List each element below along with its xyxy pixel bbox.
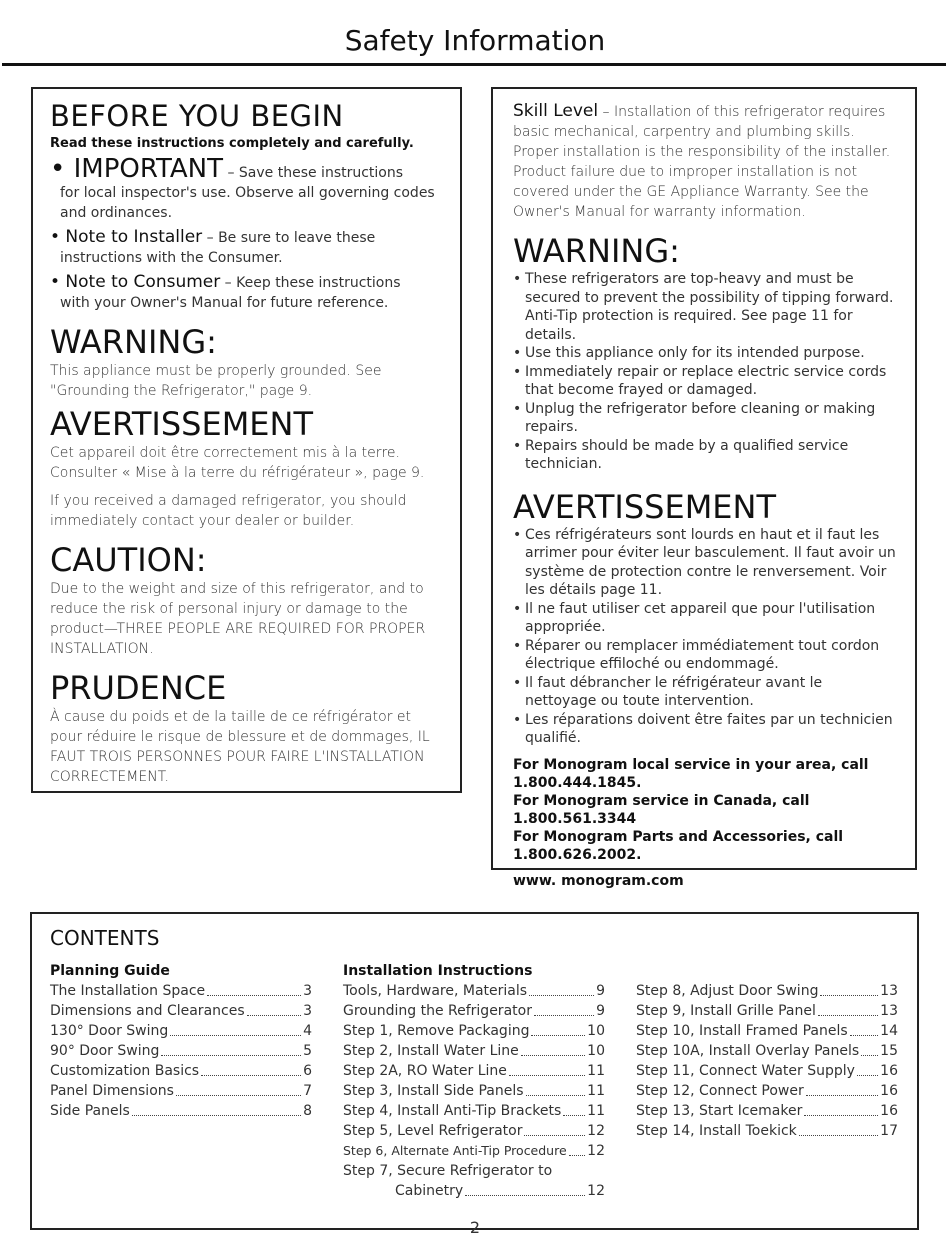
toc-entry-page: 11 xyxy=(587,1103,605,1119)
toc-leader-dots xyxy=(521,1041,585,1056)
toc-leader-dots xyxy=(857,1061,878,1076)
toc-leader-dots xyxy=(526,1081,586,1096)
toc-leader-dots xyxy=(534,1001,594,1016)
installation-instructions-column xyxy=(343,962,605,1201)
consumer-note xyxy=(50,272,444,313)
toc-leader-dots xyxy=(170,1021,301,1036)
warning-heading: WARNING: xyxy=(50,323,217,361)
toc-entry-title: Step 1, Remove Packaging xyxy=(343,1023,530,1039)
toc-entry-page: 3 xyxy=(303,983,312,999)
toc-entry-page: 16 xyxy=(880,1063,898,1079)
installer-dash: – xyxy=(202,230,219,246)
important-text-2: for local inspector's use. Observe all governing codes and ordinances. xyxy=(60,185,435,221)
important-label: • IMPORTANT xyxy=(50,154,223,184)
contact-canada-service: For Monogram service in Canada, call 1.800.561.3344 xyxy=(513,792,810,827)
toc-entry-page: 4 xyxy=(303,1023,312,1039)
toc-entry-page: 10 xyxy=(587,1043,605,1059)
avertissement-text: Cet appareil doit être correctement mis à la terre. Consulter « Mise à la terre du réfrigérateur », page 9. xyxy=(50,445,425,481)
toc-entry[interactable] xyxy=(636,1121,898,1141)
toc-leader-dots xyxy=(465,1181,585,1196)
installation-steps-column xyxy=(636,981,898,1141)
before-you-begin-heading: BEFORE YOU BEGIN xyxy=(50,99,344,133)
contact-parts-accessories: For Monogram Parts and Accessories, call 1.800.626.2002. xyxy=(513,828,844,863)
skill-level-label: Skill Level xyxy=(513,101,599,121)
contact-block xyxy=(513,756,897,890)
toc-entry[interactable] xyxy=(636,1041,898,1061)
warning-item: • Immediately repair or replace electric service cords that become frayed or damaged. xyxy=(513,363,897,400)
toc-entry[interactable] xyxy=(50,1061,312,1081)
warning-text: This appliance must be properly grounded. See "Grounding the Refrigerator," page 9. xyxy=(50,363,382,399)
avertissement-item: • Réparer ou remplacer immédiatement tout cordon électrique effiloché ou endommagé. xyxy=(513,637,897,674)
toc-entry-page: 12 xyxy=(587,1123,605,1139)
toc-entry-page: 9 xyxy=(596,1003,605,1019)
toc-leader-dots xyxy=(176,1081,301,1096)
toc-entry-title: Side Panels xyxy=(50,1103,130,1119)
contents-title: CONTENTS xyxy=(50,926,160,950)
toc-entry-page: 11 xyxy=(587,1083,605,1099)
toc-entry[interactable] xyxy=(50,1101,312,1121)
toc-entry[interactable] xyxy=(343,981,605,1001)
toc-entry-title: Customization Basics xyxy=(50,1063,200,1079)
warning-item: • These refrigerators are top-heavy and must be secured to prevent the possibility of tipping forward. Anti-Tip protection is required. See page 11 for details. xyxy=(513,270,897,344)
avertissement-item: • Il faut débrancher le réfrigérateur avant le nettoyage ou toute intervention. xyxy=(513,674,897,711)
toc-entry-title: Tools, Hardware, Materials xyxy=(343,983,528,999)
toc-entry[interactable] xyxy=(636,1081,898,1101)
toc-entry-page: 10 xyxy=(587,1023,605,1039)
prudence-text: À cause du poids et de la taille de ce réfrigérator et pour réduire le risque de blessure et de dommages, IL FAUT TROIS PERSONNES POUR FAIRE L'INSTALLATION CORRECTEMENT. xyxy=(50,709,430,785)
consumer-text-1: Keep these instructions xyxy=(236,275,401,291)
toc-entry-title: Step 9, Install Grille Panel xyxy=(636,1003,816,1019)
toc-entry-page: 3 xyxy=(303,1003,312,1019)
avertissement-item: • Les réparations doivent être faites par un technicien qualifié. xyxy=(513,711,897,748)
contents-box xyxy=(30,912,919,1230)
installer-text-1: Be sure to leave these xyxy=(218,230,376,246)
installer-text-2: instructions with the Consumer. xyxy=(60,250,283,266)
toc-entry[interactable] xyxy=(343,1101,605,1121)
caution-heading: CAUTION: xyxy=(50,541,207,579)
toc-entry[interactable] xyxy=(343,1061,605,1081)
toc-entry-title: Step 4, Install Anti-Tip Brackets xyxy=(343,1103,562,1119)
toc-entry-title: Step 8, Adjust Door Swing xyxy=(636,983,819,999)
toc-leader-dots xyxy=(161,1041,301,1056)
consumer-dash: – xyxy=(220,275,237,291)
toc-entry-page: 6 xyxy=(303,1063,312,1079)
toc-entry[interactable] xyxy=(50,1021,312,1041)
toc-leader-dots xyxy=(529,981,594,996)
toc-leader-dots xyxy=(132,1101,301,1116)
toc-entry-page: 12 xyxy=(587,1143,605,1159)
skill-level-block xyxy=(513,101,897,222)
before-you-begin-box xyxy=(31,87,462,793)
toc-leader-dots xyxy=(201,1061,301,1076)
website-link[interactable]: www. monogram.com xyxy=(513,872,684,889)
toc-entry-title: Step 14, Install Toekick xyxy=(636,1123,797,1139)
toc-leader-dots xyxy=(804,1101,878,1116)
page-number: 2 xyxy=(469,1218,481,1237)
warning-item: • Repairs should be made by a qualified service technician. xyxy=(513,437,897,474)
toc-entry[interactable] xyxy=(50,1001,312,1021)
contact-local-service: For Monogram local service in your area, call 1.800.444.1845. xyxy=(513,756,869,791)
toc-leader-dots xyxy=(861,1041,878,1056)
toc-entry[interactable] xyxy=(50,1041,312,1061)
toc-leader-dots xyxy=(524,1121,585,1136)
avertissement-heading: AVERTISSEMENT xyxy=(50,405,313,443)
toc-entry-title: 90° Door Swing xyxy=(50,1043,160,1059)
toc-entry-page: 12 xyxy=(587,1183,605,1199)
warning-item: • Unplug the refrigerator before cleaning or making repairs. xyxy=(513,400,897,437)
planning-guide-heading: Planning Guide xyxy=(50,963,170,979)
toc-entry-page: 14 xyxy=(880,1023,898,1039)
important-text-1: Save these instructions xyxy=(238,165,404,181)
toc-entry-page: 9 xyxy=(596,983,605,999)
toc-entry[interactable] xyxy=(50,1081,312,1101)
toc-entry-page: 17 xyxy=(880,1123,898,1139)
installer-note xyxy=(50,227,444,268)
avertissement-heading-right: AVERTISSEMENT xyxy=(513,487,776,526)
toc-leader-dots xyxy=(799,1121,878,1136)
toc-entry[interactable] xyxy=(343,1021,605,1041)
toc-leader-dots xyxy=(850,1021,879,1036)
caution-text: Due to the weight and size of this refrigerator, and to reduce the risk of personal injury or damage to the product—THREE PEOPLE ARE REQUIRED FOR PROPER INSTALLATION. xyxy=(50,581,426,657)
toc-entry-title: Cabinetry xyxy=(395,1183,464,1199)
title-rule xyxy=(2,63,946,66)
warning-list xyxy=(513,270,897,474)
toc-entry-title: Step 10, Install Framed Panels xyxy=(636,1023,848,1039)
prudence-heading: PRUDENCE xyxy=(50,669,227,707)
toc-entry[interactable] xyxy=(343,1141,605,1161)
consumer-label: • Note to Consumer xyxy=(50,272,221,292)
important-block xyxy=(50,154,444,223)
toc-entry-page: 11 xyxy=(587,1063,605,1079)
installer-label: • Note to Installer xyxy=(50,227,203,247)
toc-leader-dots xyxy=(806,1081,878,1096)
toc-leader-dots xyxy=(207,981,301,996)
toc-entry[interactable] xyxy=(636,1021,898,1041)
toc-leader-dots xyxy=(818,1001,878,1016)
toc-entry-page: 15 xyxy=(880,1043,898,1059)
damaged-refrigerator-text: If you received a damaged refrigerator, you should immediately contact your dealer or builder. xyxy=(50,493,407,529)
toc-entry-page: 5 xyxy=(303,1043,312,1059)
avertissement-item: • Il ne faut utiliser cet appareil que pour l'utilisation appropriée. xyxy=(513,600,897,637)
planning-guide-column xyxy=(50,962,312,1121)
toc-entry-title: Step 2A, RO Water Line xyxy=(343,1063,507,1079)
toc-entry-page: 13 xyxy=(880,983,898,999)
toc-entry-title: Step 3, Install Side Panels xyxy=(343,1083,524,1099)
toc-entry-page: 7 xyxy=(303,1083,312,1099)
toc-entry-page: 16 xyxy=(880,1083,898,1099)
toc-entry-page: 8 xyxy=(303,1103,312,1119)
toc-leader-dots xyxy=(563,1101,585,1116)
installation-instructions-heading: Installation Instructions xyxy=(343,963,533,979)
toc-entry[interactable] xyxy=(343,1001,605,1021)
toc-leader-dots xyxy=(509,1061,585,1076)
toc-entry-title: Step 5, Level Refrigerator xyxy=(343,1123,523,1139)
warning-heading-right: WARNING: xyxy=(513,232,680,270)
read-instructions-text: Read these instructions completely and carefully. xyxy=(50,136,414,151)
toc-leader-dots xyxy=(820,981,878,996)
toc-entry-page: 16 xyxy=(880,1103,898,1119)
toc-entry-title: Step 11, Connect Water Supply xyxy=(636,1063,855,1079)
toc-entry-title: 130° Door Swing xyxy=(50,1023,169,1039)
toc-entry[interactable] xyxy=(636,1001,898,1021)
page-title: Safety Information xyxy=(344,24,606,57)
toc-leader-dots xyxy=(531,1021,585,1036)
toc-entry-title: Step 10A, Install Overlay Panels xyxy=(636,1043,860,1059)
toc-entry-title: The Installation Space xyxy=(50,983,206,999)
skill-level-text: Installation of this refrigerator requires basic mechanical, carpentry and plumbing skills. Proper installation is the responsibility of the installer. Product failure due to improper installation is not covered under the GE Appliance Warranty. See the Owner's Manual for warranty information. xyxy=(513,104,891,220)
toc-entry-title: Step 13, Start Icemaker xyxy=(636,1103,803,1119)
skill-level-dash: – xyxy=(598,104,614,120)
toc-entry-title: Step 7, Secure Refrigerator to xyxy=(343,1163,553,1179)
toc-leader-dots xyxy=(247,1001,301,1016)
important-dash: – xyxy=(223,165,239,181)
toc-entry-multiline-first[interactable] xyxy=(343,1161,605,1181)
toc-entry[interactable] xyxy=(636,981,898,1001)
toc-entry-page: 13 xyxy=(880,1003,898,1019)
skill-level-box xyxy=(491,87,917,889)
toc-entry-title: Dimensions and Clearances xyxy=(50,1003,245,1019)
warning-item: • Use this appliance only for its intended purpose. xyxy=(513,344,897,363)
avertissement-item: • Ces réfrigérateurs sont lourds en haut et il faut les arrimer pour éviter leur basculement. Il faut avoir un système de protection contre le renversement. Voir les détails page 11. xyxy=(513,526,897,600)
toc-entry-title: Step 12, Connect Power xyxy=(636,1083,804,1099)
toc-entry[interactable] xyxy=(50,981,312,1001)
toc-leader-dots xyxy=(569,1141,586,1156)
toc-entry[interactable] xyxy=(636,1061,898,1081)
toc-entry-title: Step 6, Alternate Anti-Tip Procedure xyxy=(343,1143,567,1158)
toc-entry-multiline-second[interactable] xyxy=(343,1181,605,1201)
toc-entry[interactable] xyxy=(343,1081,605,1101)
toc-entry-title: Step 2, Install Water Line xyxy=(343,1043,519,1059)
avertissement-list xyxy=(513,526,897,748)
toc-entry[interactable] xyxy=(343,1121,605,1141)
consumer-text-2: with your Owner's Manual for future reference. xyxy=(60,295,389,311)
toc-entry-title: Panel Dimensions xyxy=(50,1083,174,1099)
toc-entry-title: Grounding the Refrigerator xyxy=(343,1003,532,1019)
toc-entry[interactable] xyxy=(636,1101,898,1121)
toc-entry[interactable] xyxy=(343,1041,605,1061)
